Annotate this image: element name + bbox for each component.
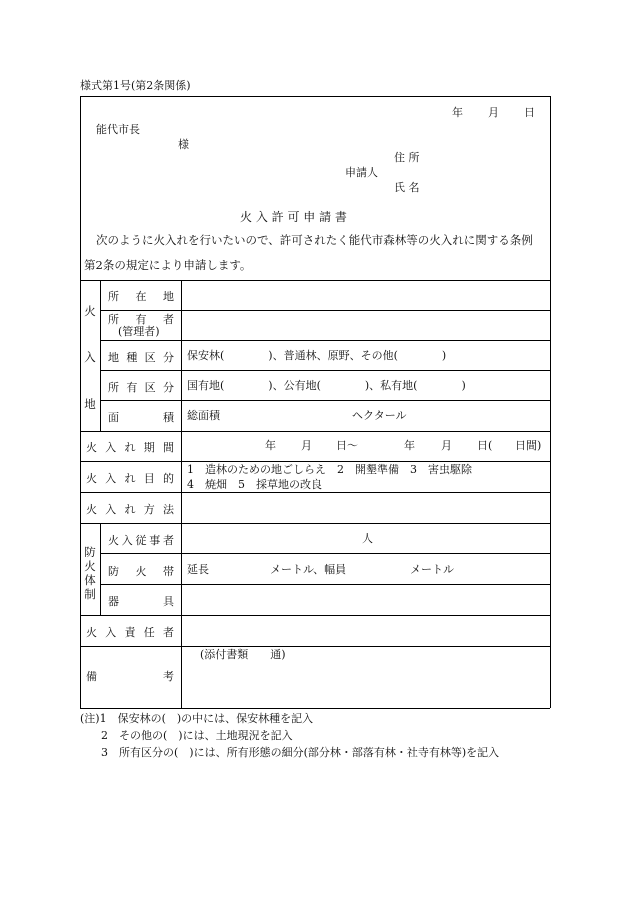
purpose-line-2: 4 焼畑 5 採草地の改良 — [187, 478, 322, 491]
ownership-value: 国有地( )、公有地( )、私有地( ) — [187, 379, 466, 392]
location-label: 所 在 地 — [108, 290, 174, 303]
equipment-label: 器 具 — [108, 595, 174, 608]
fire-group-char-3: 体 — [84, 573, 96, 587]
owner-sub-label: (管理者) — [118, 325, 160, 338]
form-title: 火 入 許 可 申 請 書 — [240, 210, 347, 224]
note-1: (注)1 保安林の( )の中には、保安林種を記入 — [80, 712, 314, 725]
period-day-2: 日( — [477, 439, 493, 452]
area-label: 面 積 — [108, 411, 174, 424]
form-number: 様式第1号(第2条関係) — [80, 79, 191, 92]
period-month: 月 — [301, 439, 312, 452]
purpose-label: 火 入 れ 目 的 — [86, 472, 174, 485]
applicant-name-label: 氏 名 — [394, 181, 420, 194]
period-year-2: 年 — [404, 439, 415, 452]
date-day: 日 — [524, 106, 535, 119]
fire-group-char-1: 防 — [84, 545, 96, 559]
period-year: 年 — [265, 439, 276, 452]
fire-group-char-4: 制 — [84, 587, 96, 601]
addressee-sama: 様 — [178, 138, 189, 151]
firebreak-label: 防 火 帯 — [108, 565, 174, 578]
intro-line-1: 次のように火入れを行いたいので、許可されたく能代市森林等の火入れに関する条例 — [96, 233, 533, 247]
note-3: 3 所有区分の( )には、所有形態の細分(部分林・部落有林・社寺有林等)を記入 — [101, 746, 500, 759]
workers-unit: 人 — [362, 532, 373, 545]
remarks-attach: (添付書類 通) — [200, 648, 286, 661]
remarks-label-left: 備 — [86, 670, 97, 683]
fire-group-char-2: 火 — [84, 559, 96, 573]
owner-label: 所 有 者 — [108, 313, 174, 326]
applicant-address-label: 住 所 — [394, 151, 420, 164]
method-label: 火 入 れ 方 法 — [86, 503, 174, 516]
addressee-mayor: 能代市長 — [96, 123, 140, 136]
land-group-char-2: 入 — [84, 350, 96, 364]
intro-line-2: 第2条の規定により申請します。 — [84, 258, 252, 272]
land-group-char-3: 地 — [84, 397, 96, 411]
firebreak-meter-width: メートル、幅員 — [270, 563, 347, 576]
ownership-label: 所 有 区 分 — [108, 381, 174, 394]
period-label: 火 入 れ 期 間 — [86, 441, 174, 454]
purpose-line-1: 1 造林のための地ごしらえ 2 開墾準備 3 害虫駆除 — [187, 463, 472, 476]
date-year: 年 — [452, 106, 463, 119]
note-2: 2 その他の( )には、土地現況を記入 — [101, 729, 293, 742]
period-days: 日間) — [515, 439, 542, 452]
land-type-label: 地 種 区 分 — [108, 351, 174, 364]
remarks-label-right: 考 — [163, 670, 174, 683]
land-type-value: 保安林( )、普通林、原野、その他( ) — [187, 349, 447, 362]
responsible-label: 火 入 責 任 者 — [86, 626, 174, 639]
workers-label: 火 入 従 事 者 — [108, 534, 174, 547]
area-prefix: 総面積 — [187, 409, 220, 422]
date-month: 月 — [488, 106, 499, 119]
period-month-2: 月 — [441, 439, 452, 452]
land-group-char-1: 火 — [84, 304, 96, 318]
firebreak-meter: メートル — [410, 563, 454, 576]
applicant-label: 申請人 — [345, 166, 378, 179]
firebreak-length: 延長 — [187, 563, 209, 576]
area-unit: ヘクタール — [352, 409, 407, 422]
period-day-from: 日〜 — [336, 439, 358, 452]
